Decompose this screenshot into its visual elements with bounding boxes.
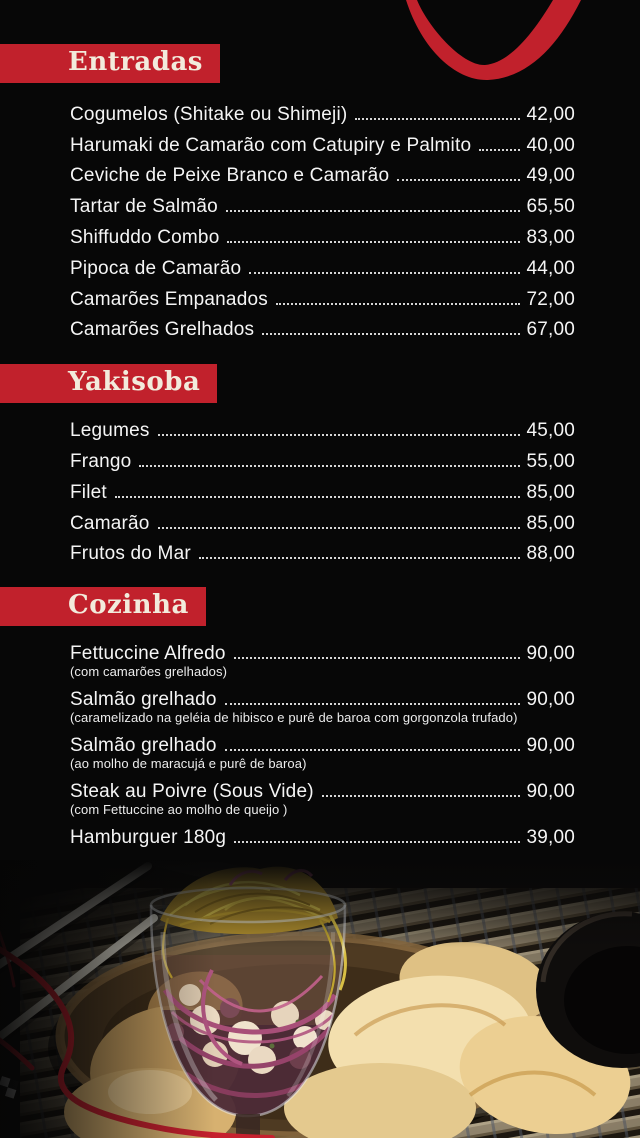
menu-item-price: 55,00 (526, 450, 575, 472)
dotted-leader (139, 465, 520, 467)
section-item-list (0, 413, 640, 567)
menu-item-row (0, 159, 640, 190)
menu-item-price: 72,00 (526, 288, 575, 310)
menu-item-name: Legumes (70, 420, 150, 442)
menu-section-cozinha (0, 567, 640, 857)
dotted-leader (227, 241, 520, 243)
dotted-leader (225, 703, 521, 705)
section-item-list (0, 97, 640, 343)
menu-item (0, 444, 640, 475)
menu-item-price: 45,00 (526, 420, 575, 442)
menu-item-name: Camarões Grelhados (70, 319, 255, 341)
menu-item-name: Shiffuddo Combo (70, 226, 220, 248)
menu-item-row (0, 220, 640, 251)
dotted-leader (262, 333, 520, 335)
menu-item-row (0, 824, 640, 851)
menu-item-price: 65,50 (526, 196, 575, 218)
dotted-leader (276, 303, 521, 305)
menu-item-price: 90,00 (526, 643, 575, 665)
menu-item-name: Ceviche de Peixe Branco e Camarão (70, 165, 390, 187)
menu-item-name: Camarão (70, 512, 150, 534)
menu-item (0, 128, 640, 159)
menu-item-row (0, 778, 640, 805)
dotted-leader (397, 179, 520, 181)
menu-item (0, 824, 640, 857)
menu-item (0, 251, 640, 282)
menu-item (0, 778, 640, 824)
menu-item (0, 220, 640, 251)
menu-item-row (0, 189, 640, 220)
dotted-leader (158, 527, 521, 529)
menu-item (0, 413, 640, 444)
menu-item-note: (caramelizado na geléia de hibisco e purê de baroa com gorgonzola trufado) (70, 710, 518, 726)
menu-item-price: 49,00 (526, 165, 575, 187)
section-header-band (0, 567, 640, 626)
dotted-leader (234, 657, 521, 659)
section-title: Yakisoba (0, 364, 217, 403)
menu-item-price: 85,00 (526, 481, 575, 503)
section-title: Cozinha (0, 587, 206, 626)
swoosh-ribbon (406, 0, 581, 80)
menu-item-note: (ao molho de maracujá e purê de baroa) (70, 756, 307, 772)
section-title: Entradas (0, 44, 220, 83)
dotted-leader (234, 841, 520, 843)
menu-item-row (0, 251, 640, 282)
menu-item-row (0, 282, 640, 313)
menu-item-name: Pipoca de Camarão (70, 257, 242, 279)
dotted-leader (199, 557, 521, 559)
menu-item-name: Harumaki de Camarão com Catupiry e Palmito (70, 134, 472, 156)
menu-item (0, 506, 640, 537)
menu-item-price: 83,00 (526, 226, 575, 248)
menu-item-price: 40,00 (526, 134, 575, 156)
photo-left-fade (0, 860, 215, 1138)
menu-item-name: Steak au Poivre (Sous Vide) (70, 781, 314, 803)
menu-item-note: (com camarões grelhados) (70, 664, 228, 680)
menu-item-note: (com Fettuccine ao molho de queijo ) (70, 802, 288, 818)
menu-item-price: 39,00 (526, 827, 575, 849)
menu-item-name: Frango (70, 450, 132, 472)
menu-item (0, 159, 640, 190)
menu-section-yakisoba (0, 343, 640, 567)
menu-item (0, 475, 640, 506)
menu-item-price: 42,00 (526, 103, 575, 125)
menu-item-row (0, 537, 640, 568)
menu-item-row (0, 732, 640, 759)
section-item-list (0, 640, 640, 857)
menu-item-price: 44,00 (526, 257, 575, 279)
menu-item-row (0, 413, 640, 444)
menu-item (0, 189, 640, 220)
menu-item (0, 640, 640, 686)
dotted-leader (355, 118, 520, 120)
menu-item-row (0, 97, 640, 128)
menu-item (0, 732, 640, 778)
dotted-leader (158, 434, 521, 436)
menu-item-row (0, 128, 640, 159)
menu-item-name: Cogumelos (Shitake ou Shimeji) (70, 103, 348, 125)
menu-item-name: Tartar de Salmão (70, 196, 218, 218)
menu-item (0, 313, 640, 344)
menu-item (0, 97, 640, 128)
menu-item-row (0, 313, 640, 344)
menu-item-price: 85,00 (526, 512, 575, 534)
dotted-leader (322, 795, 521, 797)
menu-item-row (0, 444, 640, 475)
menu-item-price: 90,00 (526, 689, 575, 711)
red-swoosh-decoration (380, 0, 640, 96)
dotted-leader (479, 149, 520, 151)
menu-item-name: Frutos do Mar (70, 543, 191, 565)
menu-item-row (0, 475, 640, 506)
menu-item-name: Salmão grelhado (70, 689, 217, 711)
menu-item-name: Camarões Empanados (70, 288, 268, 310)
menu-item (0, 686, 640, 732)
section-header-band (0, 343, 640, 403)
food-photo (0, 860, 640, 1138)
menu-item-price: 90,00 (526, 735, 575, 757)
dotted-leader (249, 272, 520, 274)
menu-item-name: Fettuccine Alfredo (70, 643, 226, 665)
menu-item-price: 90,00 (526, 781, 575, 803)
menu-item-row (0, 640, 640, 667)
menu-item-row (0, 686, 640, 713)
menu-item-price: 88,00 (526, 543, 575, 565)
dotted-leader (226, 210, 521, 212)
menu-item (0, 282, 640, 313)
dotted-leader (115, 496, 521, 498)
menu-item-name: Hamburguer 180g (70, 827, 227, 849)
menu-item-price: 67,00 (526, 319, 575, 341)
dotted-leader (225, 749, 521, 751)
menu-item-row (0, 506, 640, 537)
menu-item (0, 537, 640, 568)
menu-item-name: Filet (70, 481, 107, 503)
menu-item-name: Salmão grelhado (70, 735, 217, 757)
